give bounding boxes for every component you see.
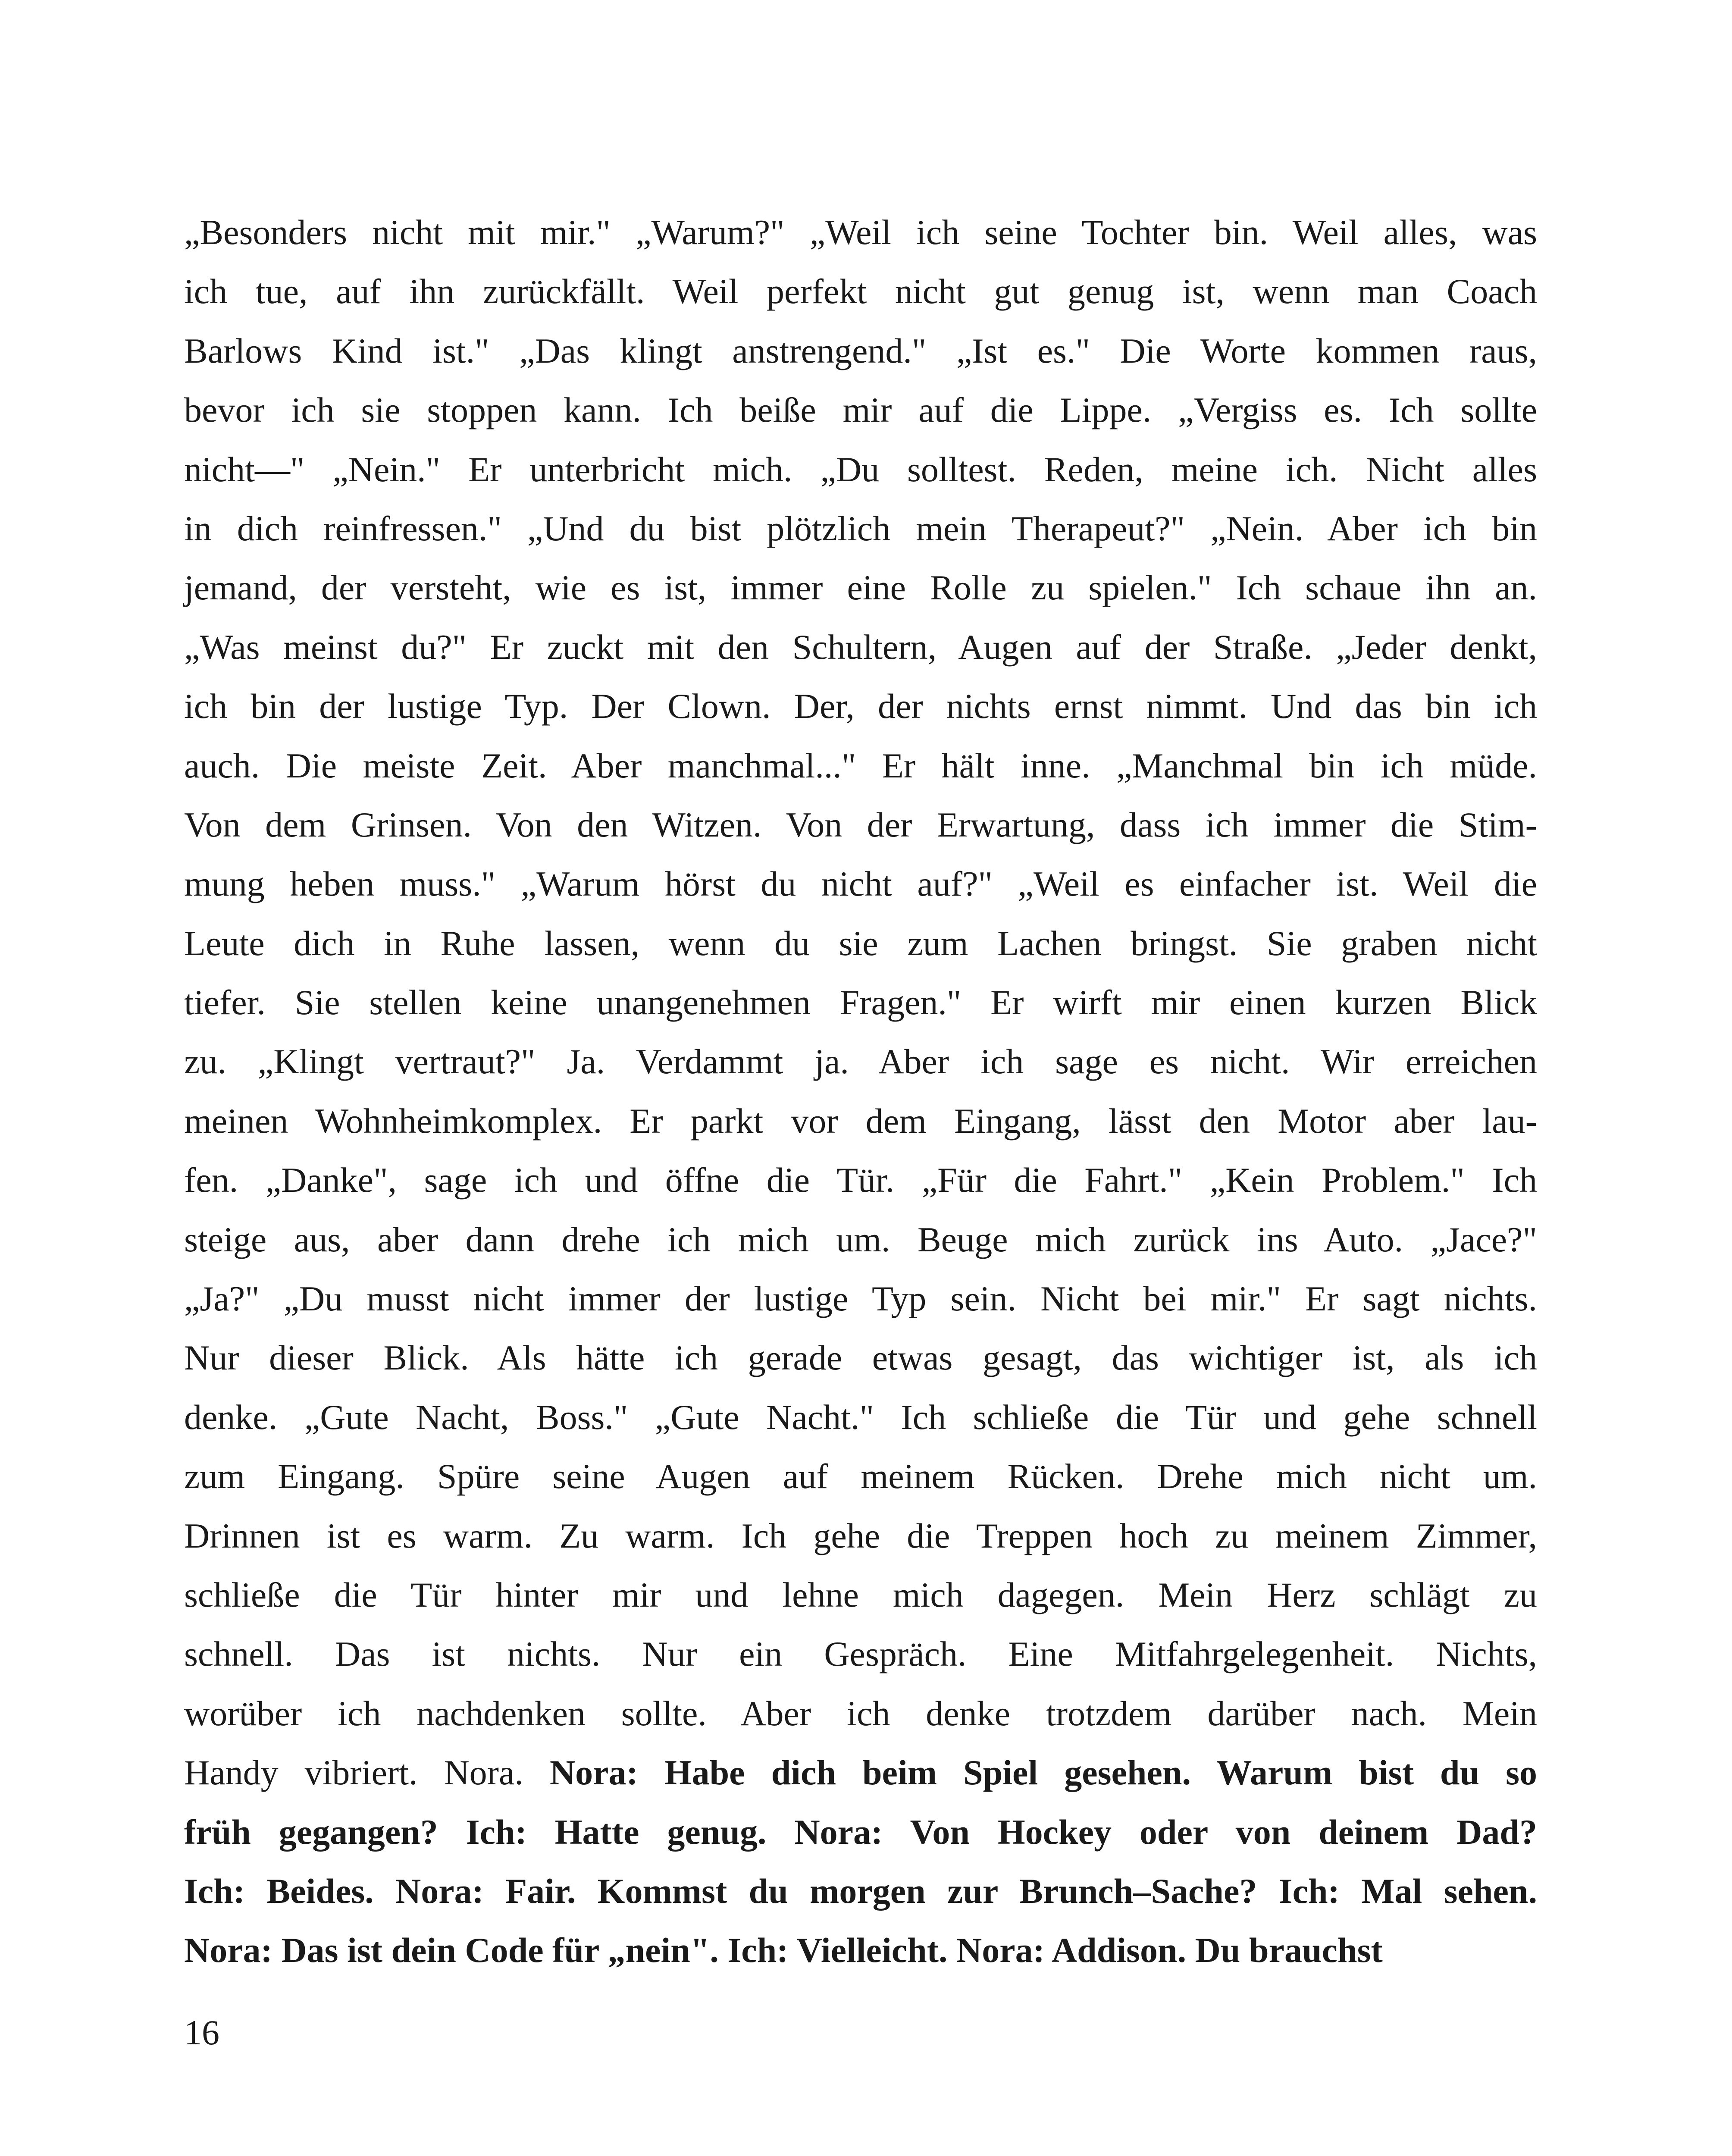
text-line [184,1861,1537,1921]
text-line [184,1624,1537,1683]
text-segment: meinen Wohnheimkomplex. Er parkt vor dem Eingang, lässt den Motor aber lau- [184,1101,1537,1141]
page-number: 16 [184,2013,219,2052]
text-segment: jemand, der versteht, wie es ist, immer eine Rolle zu spielen." Ich schaue ihn an. [184,568,1537,608]
text-segment: „Ja?" „Du musst nicht immer der lustige Typ sein. Nicht bei mir." Er sagt nichts. [184,1279,1537,1319]
text-segment: worüber ich nachdenken sollte. Aber ich denke trotzdem darüber nach. Mein [184,1693,1537,1733]
text-line [184,677,1537,736]
text-segment: Von dem Grinsen. Von den Witzen. Von der Erwartung, dass ich immer die Stim- [184,805,1537,844]
text-line [184,795,1537,854]
text-line [184,1328,1537,1387]
text-line [184,736,1537,795]
bold-text-segment: Nora: Das ist dein Code für „nein". Ich: Vielleicht. Nora: Addison. Du brauchst [184,1930,1383,1970]
text-segment: schließe die Tür hinter mir und lehne mich dagegen. Mein Herz schlägt zu [184,1575,1537,1614]
text-line [184,973,1537,1032]
text-segment: ich bin der lustige Typ. Der Clown. Der, der nichts ernst nimmt. Und das bin ich [184,686,1537,726]
text-line [184,854,1537,913]
text-segment: zum Eingang. Spüre seine Augen auf meinem Rücken. Drehe mich nicht um. [184,1457,1537,1496]
text-line [184,1032,1537,1091]
bold-text-segment: früh gegangen? Ich: Hatte genug. Nora: Von Hockey oder von deinem Dad? [184,1812,1537,1852]
bold-text-segment: Nora: Habe dich beim Spiel gesehen. Warum bist du so [549,1753,1537,1792]
text-segment: auch. Die meiste Zeit. Aber manchmal..." Er hält inne. „Manchmal bin ich müde. [184,746,1537,785]
text-line [184,262,1537,321]
text-line [184,1091,1537,1150]
text-segment: schnell. Das ist nichts. Nur ein Gespräch. Eine Mitfahrgelegenheit. Nichts, [184,1634,1537,1674]
text-line [184,380,1537,439]
text-line [184,1269,1537,1328]
text-line [184,1447,1537,1506]
text-segment: zu. „Klingt vertraut?" Ja. Verdammt ja. Aber ich sage es nicht. Wir erreichen [184,1042,1537,1081]
text-segment: Leute dich in Ruhe lassen, wenn du sie zum Lachen bringst. Sie graben nicht [184,923,1537,963]
text-segment: bevor ich sie stoppen kann. Ich beiße mir auf die Lippe. „Vergiss es. Ich sollte [184,390,1537,430]
text-segment: nicht—" „Nein." Er unterbricht mich. „Du solltest. Reden, meine ich. Nicht alles [184,449,1537,489]
text-segment: Nur dieser Blick. Als hätte ich gerade etwas gesagt, das wichtiger ist, als ich [184,1338,1537,1378]
text-line [184,558,1537,617]
body-text [184,203,1537,1980]
text-line [184,1743,1537,1802]
text-line [184,499,1537,558]
text-line [184,1150,1537,1210]
text-segment: tiefer. Sie stellen keine unangenehmen Fragen." Er wirft mir einen kurzen Blick [184,983,1537,1022]
text-segment: mung heben muss." „Warum hörst du nicht auf?" „Weil es einfacher ist. Weil die [184,864,1537,904]
text-line [184,440,1537,499]
bold-text-segment: Ich: Beides. Nora: Fair. Kommst du morgen zur Brunch–Sache? Ich: Mal sehen. [184,1871,1537,1911]
text-line [184,1684,1537,1743]
text-segment: steige aus, aber dann drehe ich mich um. Beuge mich zurück ins Auto. „Jace?" [184,1219,1537,1259]
text-segment: Drinnen ist es warm. Zu warm. Ich gehe die Treppen hoch zu meinem Zimmer, [184,1516,1537,1555]
text-line [184,1388,1537,1447]
text-line [184,914,1537,973]
text-line [184,321,1537,380]
text-line [184,617,1537,677]
text-segment: Barlows Kind ist." „Das klingt anstrengend." „Ist es." Die Worte kommen raus, [184,331,1537,370]
text-line [184,1802,1537,1861]
text-segment: fen. „Danke", sage ich und öffne die Tür. „Für die Fahrt." „Kein Problem." Ich [184,1160,1537,1200]
text-segment: in dich reinfressen." „Und du bist plötzlich mein Therapeut?" „Nein. Aber ich bin [184,508,1537,548]
text-line [184,1506,1537,1565]
text-segment: ich tue, auf ihn zurückfällt. Weil perfekt nicht gut genug ist, wenn man Coach [184,272,1537,311]
text-line [184,203,1537,262]
text-segment: „Was meinst du?" Er zuckt mit den Schultern, Augen auf der Straße. „Jeder denkt, [184,627,1537,667]
text-line [184,1565,1537,1624]
text-line [184,1921,1537,1980]
text-segment: „Besonders nicht mit mir." „Warum?" „Weil ich seine Tochter bin. Weil alles, was [184,213,1537,252]
text-line [184,1210,1537,1269]
text-segment: denke. „Gute Nacht, Boss." „Gute Nacht." Ich schließe die Tür und gehe schnell [184,1397,1537,1437]
text-segment: Handy vibriert. Nora. [184,1753,550,1792]
